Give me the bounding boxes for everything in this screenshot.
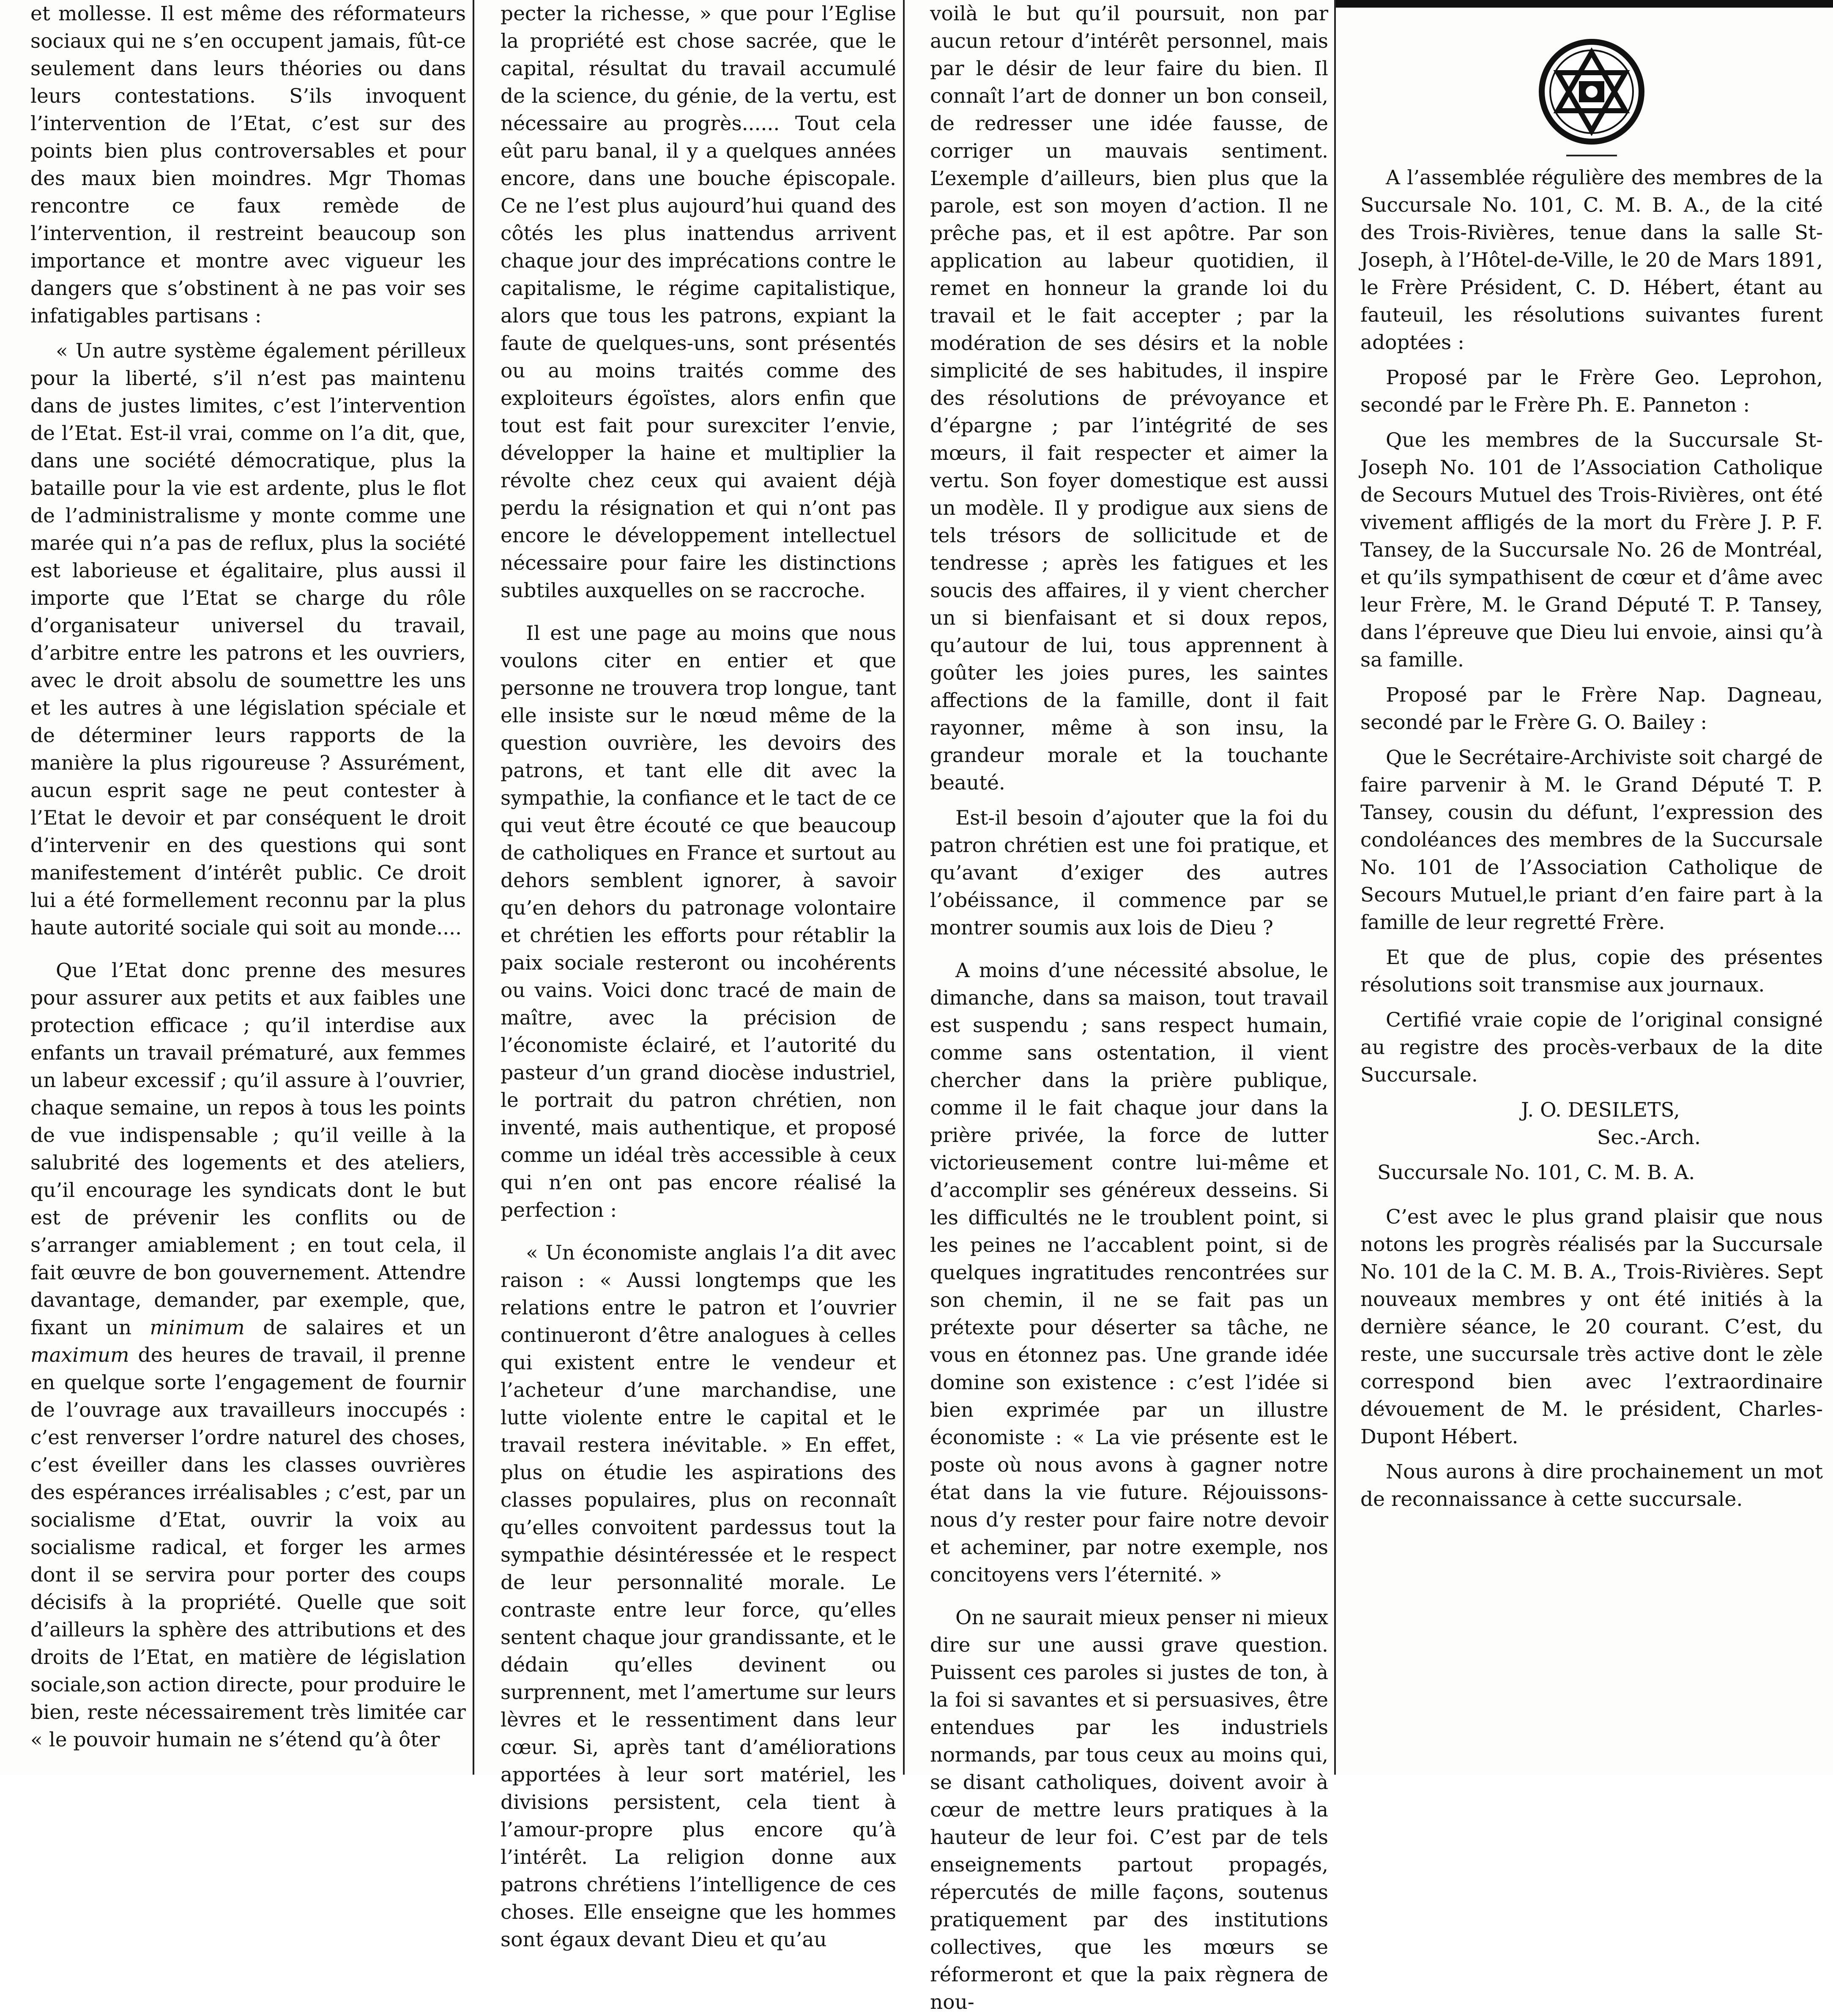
signature-place: Succursale No. 101, C. M. B. A. xyxy=(1377,1161,1695,1184)
resolution-paragraph: Certifié vraie copie de l’original consigné au registre des procès-verbaux de la dite Succursale. xyxy=(1360,1008,1823,1087)
article-paragraph: pecter la richesse, » que pour l’Eglise la propriété est chose sacrée, que le capital, résultat du travail accumulé de la science, du génie, de la vertu, est nécessaire au progrès...... Tout cela eût paru banal, il y a quelques années encore, dans une bouche épiscopale. Ce ne l’est plus aujourd’hui quand des côtés les plus inattendus arrivent chaque jour des imprécations contre le capitalisme, le régime capitalistique, alors que tous les patrons, expiant la faute de quelques-uns, sont présentés ou au moins traités comme des exploiteurs égoïstes, alors enfin que tout est fait pour surexciter l’envie, développer la haine et multiplier la révolte chez ceux qui avaient déjà perdu la résignation et qui n’ont pas encore le développement intellectuel nécessaire pour faire les distinctions subtiles auxquelles on se raccroche. xyxy=(501,2,896,602)
article-paragraph: voilà le but qu’il poursuit, non par aucun retour d’intérêt personnel, mais par le désir de leur faire du bien. Il connaît l’art de donner un bon conseil, de redresser une idée fausse, de corriger un mauvais sentiment. L’exemple d’ailleurs, bien plus que la parole, est son moyen d’action. Il ne prêche pas, et il est apôtre. Par son application au labeur quotidien, il remet en honneur la grande loi du travail et le fait accepter ; par la modération de ses désirs et la noble simplicité de ses habitudes, il inspire des résolutions de prévoyance et d’épargne ; par l’intégrité de ses mœurs, il fait respecter et aimer la vertu. Son foyer domestique est aussi un modèle. Il y prodigue aux siens de tels trésors de sollicitude et de tendresse ; après les fatigues et les soucis des affaires, il y vient chercher un si bienfaisant et si doux repos, qu’autour de lui, tous apprennent à goûter les joies pures, les saintes affections de la famille, dont il fait rayonner, même à son insu, la grandeur morale et la touchante beauté. xyxy=(930,2,1328,795)
resolution-paragraph: Que les membres de la Succursale St-Joseph No. 101 de l’Association Catholique de Secours Mutuel des Trois-Rivières, ont été vivement affligés de la mort du Frère J. P. F. Tansey, de la Succursale No. 26 de Montréal, et qu’ils sympathisent de cœur et d’âme avec leur Frère, M. le Grand Député T. P. Tansey, dans l’épreuve que Dieu lui envoie, ainsi qu’à sa famille. xyxy=(1360,429,1823,672)
article-paragraph: Il est une page au moins que nous voulons citer en entier et que personne ne trouvera trop longue, tant elle insiste sur le nœud même de la question ouvrière, les devoirs des patrons, et tant elle dit avec la sympathie, la confiance et le tact de ce qui veut être écouté ce que beaucoup de catholiques en France et surtout au dehors semblent ignorer, à savoir qu’en dehors du patronage volontaire et chrétien les efforts pour rétablir la paix sociale resteront ou incohérents ou vains. Voici donc tracé de main de maître, avec la précision de l’économiste éclairé, et l’autorité du pasteur d’un grand diocèse industriel, le portrait du patron chrétien, non inventé, mais authentique, et proposé comme un idéal très accessible à ceux qui n’en ont pas encore réalisé la perfection : xyxy=(501,622,896,1222)
resolution-paragraph: Proposé par le Frère Nap. Dagneau, secondé par le Frère G. O. Bailey : xyxy=(1360,683,1823,734)
signature-name: J. O. DESILETS, xyxy=(1521,1098,1680,1122)
resolution-paragraph: A l’assemblée régulière des membres de la Succursale No. 101, C. M. B. A., de la cité des Trois-Rivières, tenue dans la salle St-Joseph, à l’Hôtel-de-Ville, le 20 de Mars 1891, le Frère Président, C. D. Hébert, étant au fauteuil, les résolutions suivantes furent adoptées : xyxy=(1360,166,1823,354)
star-of-david-emblem-icon xyxy=(1539,39,1644,145)
resolution-paragraph: Que le Secrétaire-Archiviste soit chargé de faire parvenir à M. le Grand Député T. P. Tansey, cousin du défunt, l’expression des condoléances des membres de la Succursale No. 101 de l’Association Catholique de Secours Mutuel,le priant d’en faire part à la famille de leur regretté Frère. xyxy=(1360,746,1823,934)
article-paragraph: Que l’Etat donc prenne des mesures pour assurer aux petits et aux faibles une protection efficace ; qu’il interdise aux enfants un travail prématuré, aux femmes un labeur excessif ; qu’il assure à l’ouvrier, chaque semaine, un repos à tous les points de vue indispensable ; qu’il veille à la salubrité des logements et des ateliers, qu’il encourage les syndicats dont le but est de prévenir les conflits ou de s’arranger amiablement ; en tout cela, il fait œuvre de bon gouvernement. Attendre davantage, demander, par exemple, que, fixant un minimum de salaires et un maximum des heures de travail, il prenne en quelque sorte l’engagement de fournir de l’ouvrage aux travailleurs inoccupés : c’est renverser l’ordre naturel des choses, c’est éveiller dans les classes ouvrières des espérances irréalisables ; c’est, par un socialisme d’Etat, ouvrir la voix au socialisme radical, et forger les armes dont il se servira pour porter des coups décisifs à la propriété. Quelle que soit d’ailleurs la sphère des attributions et des droits de l’Etat, en matière de législation sociale,son action directe, pour produire le bien, reste nécessairement très limitée car « le pouvoir humain ne s’étend qu’à ôter xyxy=(30,959,466,1751)
column-3 xyxy=(904,0,1335,2014)
column-4 xyxy=(1335,0,1833,1775)
article-paragraph: On ne saurait mieux penser ni mieux dire sur une aussi grave question. Puissent ces paroles si justes de ton, à la foi si savantes et si persuasives, être entendues par les industriels normands, par tous ceux au moins qui, se disant catholiques, doivent avoir à cœur de mettre leurs pratiques à la hauteur de leur foi. C’est par de tels enseignements partout propagés, répercutés de mille façons, soutenus pratiquement par des institutions collectives, que les mœurs se réformeront et que la paix règnera de nou- xyxy=(930,1606,1328,2014)
italic-term: maximum xyxy=(30,1344,129,1367)
news-paragraph: Nous aurons à dire prochainement un mot de reconnaissance à cette succursale. xyxy=(1360,1460,1823,1511)
quoted-paragraph: « Un autre système également périlleux pour la liberté, s’il n’est pas maintenu dans de justes limites, c’est l’intervention de l’Etat. Est-il vrai, comme on l’a dit, que, dans une société démocratique, plus la bataille pour la vie est ardente, plus le flot de l’administralisme y monte comme une marée qui n’a pas de reflux, plus la société est laborieuse et égalitaire, plus aussi il importe que l’Etat se charge du rôle d’organisateur universel du travail, d’arbitre entre les patrons et les ouvriers, avec le droit absolu de soumettre les uns et les autres à une législation spéciale et de déterminer leurs rapports de la manière la plus rigoureuse ? Assurément, aucun esprit sage ne peut contester à l’Etat le devoir et par conséquent le droit d’intervenir en des questions qui sont manifestement d’intérêt public. Ce droit lui a été formellement reconnu par la plus haute autorité sociale qui soit au monde.... xyxy=(30,339,466,940)
article-paragraph: A moins d’une nécessité absolue, le dimanche, dans sa maison, tout travail est suspendu ; sans respect humain, comme sans ostentation, il vient chercher dans la prière publique, comme il le fait chaque jour dans la prière privée, la force de lutter victorieusement contre lui-même et d’accomplir ses généreux desseins. Si les difficultés ne le troublent point, si les peines ne l’accablent point, si de quelques ingratitudes rencontrées sur son chemin, il ne se fait pas un prétexte pour déserter sa tâche, ne vous en étonnez pas. Une grande idée domine son existence : c’est l’idée si bien exprimée par un illustre économiste : « La vie présente est le poste où nous avons à gagner notre état dans la vie future. Réjouissons-nous d’y rester pour faire notre devoir et acheminer, par notre exemple, nos concitoyens vers l’éternité. » xyxy=(930,959,1328,1587)
divider xyxy=(1566,155,1617,156)
signature-title: Sec.-Arch. xyxy=(1597,1126,1701,1149)
resolution-paragraph: Et que de plus, copie des présentes résolutions soit transmise aux journaux. xyxy=(1360,946,1823,997)
resolution-paragraph: Proposé par le Frère Geo. Leprohon, secondé par le Frère Ph. E. Panneton : xyxy=(1360,366,1823,417)
column-2 xyxy=(473,0,904,1951)
article-paragraph: et mollesse. Il est même des réformateurs sociaux qui ne s’en occupent jamais, fût-ce seulement dans leurs théories ou dans leurs contestations. S’ils invoquent l’intervention de l’Etat, c’est sur des points bien plus controversables et pour des maux bien moindres. Mgr Thomas rencontre ce faux remède de l’intervention, il restreint beaucoup son importance et montre avec vigueur les dangers que s’obstinent à ne pas voir ses infatigables partisans : xyxy=(30,2,466,328)
article-paragraph: Est-il besoin d’ajouter que la foi du patron chrétien est une foi pratique, et qu’avant d’exiger des autres l’obéissance, il commence par se montrer soumis aux lois de Dieu ? xyxy=(930,806,1328,940)
news-paragraph: C’est avec le plus grand plaisir que nous notons les progrès réalisés par la Succursale No. 101 de la C. M. B. A., Trois-Rivières. Sept nouveaux membres y ont été initiés à la dernière séance, le 20 courant. C’est, du reste, une succursale très active dont le zèle correspond bien avec l’extraordinaire dévouement de M. le président, Charles-Dupont Hébert. xyxy=(1360,1205,1823,1448)
column-1 xyxy=(0,0,473,1775)
quoted-paragraph: « Un économiste anglais l’a dit avec raison : « Aussi longtemps que les relations entre le patron et l’ouvrier continueront d’être analogues à celles qui existent entre le vendeur et l’acheteur d’une marchandise, une lutte violente entre le capital et le travail restera inévitable. » En effet, plus on étudie les aspirations des classes populaires, plus on reconnaît qu’elles convoitent pardessus tout la sympathie désintéressée et le respect de leur personnalité morale. Le contraste entre leur force, qu’elles sentent chaque jour grandissante, et le dédain qu’elles devinent ou surprennent, met l’amertume sur leurs lèvres et le ressentiment dans leur cœur. Si, après tant d’améliorations apportées à leur sort matériel, les divisions persistent, cela tient à l’amour-propre plus encore qu’à l’intérêt. La religion donne aux patrons chrétiens l’intelligence de ces choses. Elle enseigne que les hommes sont égaux devant Dieu et qu’au xyxy=(501,1241,896,1951)
italic-term: minimum xyxy=(150,1316,245,1339)
